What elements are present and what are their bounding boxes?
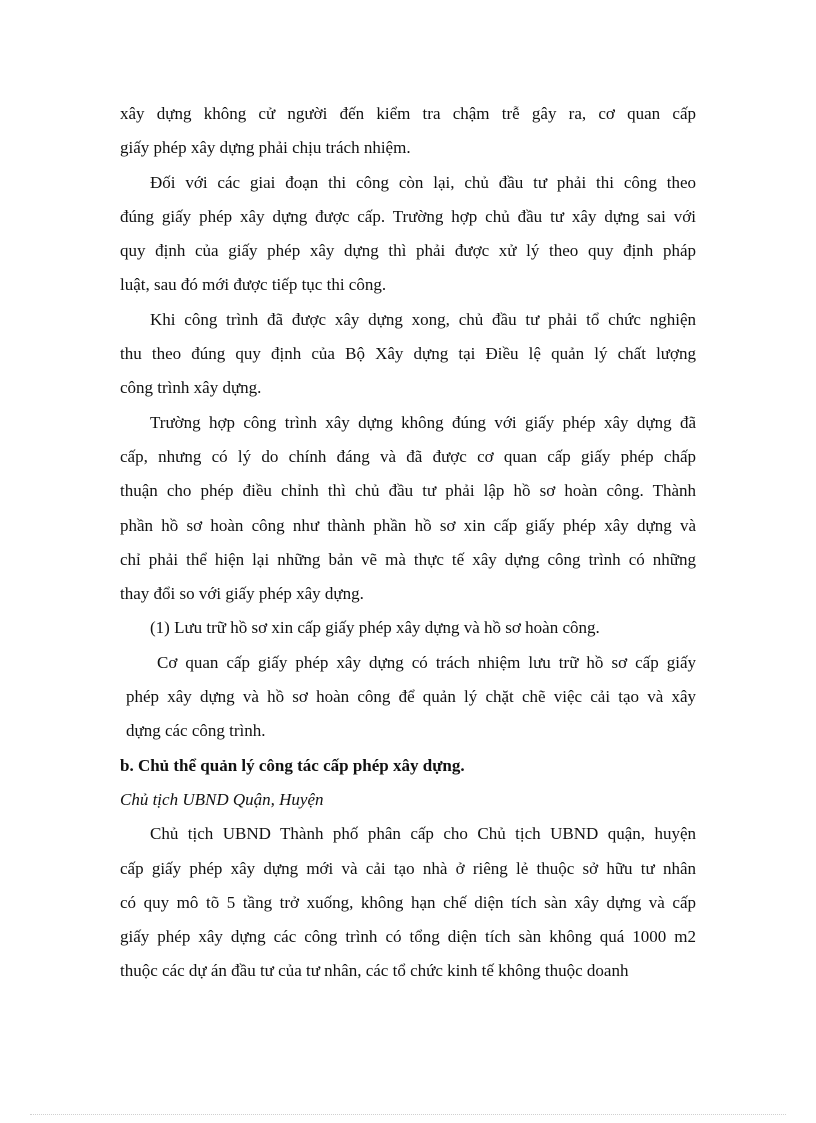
paragraph-line: dựng các công trình.	[126, 721, 266, 741]
paragraph-line: xây dựng không cử người đến kiểm tra chậm trễ gây ra, cơ quan cấp	[120, 104, 696, 123]
paragraph-line: giấy phép xây dựng các công trình có tổng diện tích sàn không quá 1000 m2	[120, 927, 696, 947]
list-item-heading: (1) Lưu trữ hồ sơ xin cấp giấy phép xây dựng và hồ sơ hoàn công.	[150, 618, 600, 638]
paragraph-line: Chủ tịch UBND Thành phố phân cấp cho Chủ tịch UBND quận, huyện	[150, 824, 696, 844]
paragraph-line: giấy phép xây dựng phải chịu trách nhiệm.	[120, 138, 411, 158]
paragraph-line: công trình xây dựng.	[120, 378, 262, 398]
paragraph-line: Đối với các giai đoạn thi công còn lại, chủ đầu tư phải thi công theo	[150, 172, 696, 192]
page-footer-rule	[30, 1114, 786, 1115]
paragraph-line: Trường hợp công trình xây dựng không đúng với giấy phép xây dựng đã	[150, 412, 696, 432]
paragraph-line: luật, sau đó mới được tiếp tục thi công.	[120, 275, 387, 295]
section-heading: b. Chủ thể quản lý công tác cấp phép xây dựng.	[120, 755, 465, 775]
paragraph-line: cấp, nhưng có lý do chính đáng và đã được cơ quan cấp giấy phép chấp	[120, 446, 696, 466]
paragraph-line: thuận cho phép điều chỉnh thì chủ đầu tư phải lập hồ sơ hoàn công. Thành	[120, 481, 696, 501]
paragraph-line: đúng giấy phép xây dựng được cấp. Trường hợp chủ đầu tư xây dựng sai với	[120, 206, 696, 226]
paragraph-line: cấp giấy phép xây dựng mới và cải tạo nhà ở riêng lẻ thuộc sở hữu tư nhân	[120, 858, 696, 878]
paragraph-line: chỉ phải thể hiện lại những bản vẽ mà thực tế xây dựng công trình có những	[120, 549, 696, 569]
paragraph-line: phép xây dựng và hồ sơ hoàn công để quản lý chặt chẽ việc cải tạo và xây	[126, 687, 696, 707]
document-page	[120, 97, 696, 989]
paragraph-line: thu theo đúng quy định của Bộ Xây dựng tại Điều lệ quản lý chất lượng	[120, 344, 696, 364]
paragraph-line: Khi công trình đã được xây dựng xong, chủ đầu tư phải tổ chức nghiện	[150, 309, 696, 329]
paragraph-line: thuộc các dự án đầu tư của tư nhân, các tổ chức kinh tế không thuộc doanh	[120, 961, 629, 981]
paragraph-line: Cơ quan cấp giấy phép xây dựng có trách nhiệm lưu trữ hồ sơ cấp giấy	[157, 652, 696, 672]
paragraph-line: quy định của giấy phép xây dựng thì phải được xử lý theo quy định pháp	[120, 241, 696, 261]
subsection-title: Chủ tịch UBND Quận, Huyện	[120, 789, 324, 809]
paragraph-line: có quy mô tõ 5 tầng trở xuống, không hạn chế diện tích sàn xây dựng và cấp	[120, 892, 696, 912]
paragraph-line: thay đổi so với giấy phép xây dựng.	[120, 584, 364, 604]
paragraph-line: phần hồ sơ hoàn công như thành phần hồ sơ xin cấp giấy phép xây dựng và	[120, 515, 696, 535]
